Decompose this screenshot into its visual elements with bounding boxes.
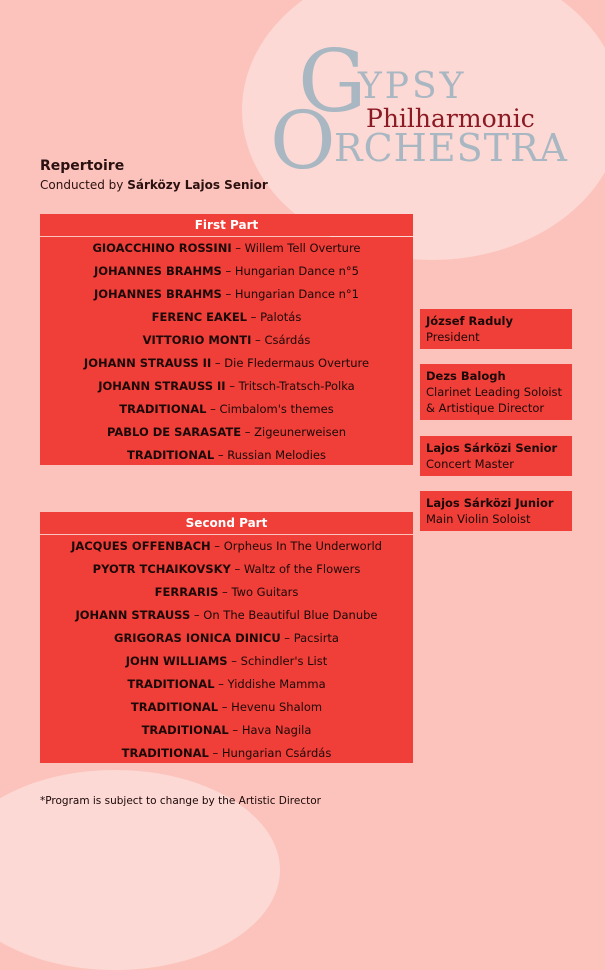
piece-title: Schindler's List bbox=[240, 654, 328, 668]
member-role: Concert Master bbox=[426, 457, 514, 471]
piece-title: Tritsch-Tratsch-Polka bbox=[238, 379, 355, 393]
piece-title: Two Guitars bbox=[231, 585, 299, 599]
piece-composer: JOHANN STRAUSS II bbox=[98, 379, 226, 393]
conductor-name: Sárközy Lajos Senior bbox=[127, 178, 268, 192]
member-role: Clarinet Leading Soloist bbox=[426, 385, 563, 399]
member-card bbox=[420, 491, 572, 531]
piece-title: Die Fledermaus Overture bbox=[224, 356, 370, 370]
piece-composer: TRADITIONAL bbox=[130, 700, 219, 714]
piece-separator: – bbox=[214, 448, 228, 462]
piece-composer: JOHANN STRAUSS bbox=[75, 608, 191, 622]
member-name: Dezs Balogh bbox=[426, 369, 506, 383]
piece-title: Zigeunerweisen bbox=[254, 425, 346, 439]
piece-title: Hungarian Dance n°5 bbox=[234, 264, 359, 278]
piece-composer: FERRARIS bbox=[154, 585, 219, 599]
piece-composer: FERENC EAKEL bbox=[151, 310, 248, 324]
piece-composer: TRADITIONAL bbox=[127, 448, 215, 462]
repertoire-piece bbox=[40, 283, 413, 306]
piece-separator: – bbox=[211, 356, 225, 370]
repertoire-piece bbox=[40, 558, 413, 581]
piece-title: Yiddishe Mamma bbox=[227, 677, 326, 691]
piece-composer: GIOACCHINO ROSSINI bbox=[92, 241, 232, 255]
piece-composer: GRIGORAS IONICA DINICU bbox=[114, 631, 281, 645]
piece-separator: – bbox=[214, 677, 228, 691]
piece-title: Willem Tell Overture bbox=[244, 241, 361, 255]
second-part-list bbox=[40, 535, 413, 763]
piece-title: Hungarian Dance n°1 bbox=[234, 287, 359, 301]
piece-separator: – bbox=[218, 585, 232, 599]
piece-separator: – bbox=[247, 310, 261, 324]
piece-title: Hevenu Shalom bbox=[231, 700, 323, 714]
piece-separator: – bbox=[221, 287, 235, 301]
repertoire-conductor bbox=[40, 178, 268, 192]
piece-separator: – bbox=[228, 723, 242, 737]
repertoire-piece bbox=[40, 306, 413, 329]
member-name: Lajos Sárközi Senior bbox=[426, 441, 558, 455]
repertoire-piece bbox=[40, 329, 413, 352]
second-part-header: Second Part bbox=[40, 512, 413, 534]
program-footnote: *Program is subject to change by the Artistic Director bbox=[40, 795, 321, 807]
piece-separator: – bbox=[225, 379, 239, 393]
member-role: Main Violin Soloist bbox=[426, 512, 531, 526]
logo-letter-g: G bbox=[298, 32, 367, 132]
piece-title: Russian Melodies bbox=[227, 448, 326, 462]
piece-composer: TRADITIONAL bbox=[141, 723, 229, 737]
member-name: József Raduly bbox=[426, 314, 513, 328]
repertoire-piece bbox=[40, 581, 413, 604]
repertoire-piece bbox=[40, 421, 413, 444]
piece-separator: – bbox=[208, 746, 222, 760]
first-part-list bbox=[40, 237, 413, 465]
piece-title: Hava Nagila bbox=[241, 723, 312, 737]
logo-letter-o: O bbox=[270, 94, 336, 187]
repertoire-piece bbox=[40, 627, 413, 650]
piece-composer: JOHN WILLIAMS bbox=[125, 654, 228, 668]
repertoire-piece bbox=[40, 604, 413, 627]
member-name: Lajos Sárközi Junior bbox=[426, 496, 554, 510]
piece-separator: – bbox=[221, 264, 235, 278]
member-role: President bbox=[426, 330, 480, 344]
member-card bbox=[420, 364, 572, 420]
piece-composer: TRADITIONAL bbox=[119, 402, 207, 416]
piece-title: Palotás bbox=[260, 310, 302, 324]
repertoire-piece bbox=[40, 742, 413, 765]
repertoire-piece bbox=[40, 352, 413, 375]
repertoire-piece bbox=[40, 260, 413, 283]
piece-separator: – bbox=[210, 539, 224, 553]
piece-title: Orpheus In The Underworld bbox=[223, 539, 382, 553]
repertoire-piece bbox=[40, 673, 413, 696]
piece-separator: – bbox=[227, 654, 241, 668]
logo-ypsy: YPSY bbox=[358, 66, 467, 107]
orchestra-logo bbox=[270, 32, 570, 187]
first-part-header: First Part bbox=[40, 214, 413, 236]
piece-composer: JOHANNES BRAHMS bbox=[94, 264, 222, 278]
repertoire-piece bbox=[40, 719, 413, 742]
piece-composer: JACQUES OFFENBACH bbox=[71, 539, 211, 553]
piece-composer: PYOTR TCHAIKOVSKY bbox=[92, 562, 231, 576]
piece-composer: TRADITIONAL bbox=[127, 677, 215, 691]
repertoire-piece bbox=[40, 444, 413, 467]
piece-title: Cimbalom's themes bbox=[219, 402, 334, 416]
piece-composer: JOHANNES BRAHMS bbox=[94, 287, 222, 301]
repertoire-piece bbox=[40, 375, 413, 398]
piece-composer: PABLO DE SARASATE bbox=[106, 425, 242, 439]
repertoire-title: Repertoire bbox=[40, 158, 125, 174]
member-card bbox=[420, 309, 572, 349]
piece-title: Hungarian Csárdás bbox=[221, 746, 332, 760]
piece-title: Pacsirta bbox=[293, 631, 339, 645]
piece-title: Waltz of the Flowers bbox=[243, 562, 361, 576]
logo-rchestra: RCHESTRA bbox=[334, 126, 568, 170]
piece-separator: – bbox=[280, 631, 294, 645]
repertoire-piece bbox=[40, 696, 413, 719]
piece-title: Csárdás bbox=[264, 333, 311, 347]
piece-separator: – bbox=[231, 241, 245, 255]
repertoire-piece bbox=[40, 398, 413, 421]
repertoire-piece bbox=[40, 650, 413, 673]
conducted-prefix: Conducted by bbox=[40, 178, 124, 192]
piece-separator: – bbox=[218, 700, 232, 714]
logo-philharmonic: Philharmonic bbox=[366, 104, 535, 133]
piece-separator: – bbox=[241, 425, 255, 439]
piece-composer: JOHANN STRAUSS II bbox=[83, 356, 212, 370]
repertoire-piece bbox=[40, 237, 413, 260]
member-role: & Artistique Director bbox=[426, 401, 545, 415]
member-card bbox=[420, 436, 572, 476]
piece-separator: – bbox=[230, 562, 244, 576]
piece-separator: – bbox=[251, 333, 265, 347]
repertoire-piece bbox=[40, 535, 413, 558]
piece-title: On The Beautiful Blue Danube bbox=[203, 608, 378, 622]
piece-composer: TRADITIONAL bbox=[121, 746, 209, 760]
piece-separator: – bbox=[190, 608, 204, 622]
piece-separator: – bbox=[206, 402, 220, 416]
piece-composer: VITTORIO MONTI bbox=[142, 333, 252, 347]
